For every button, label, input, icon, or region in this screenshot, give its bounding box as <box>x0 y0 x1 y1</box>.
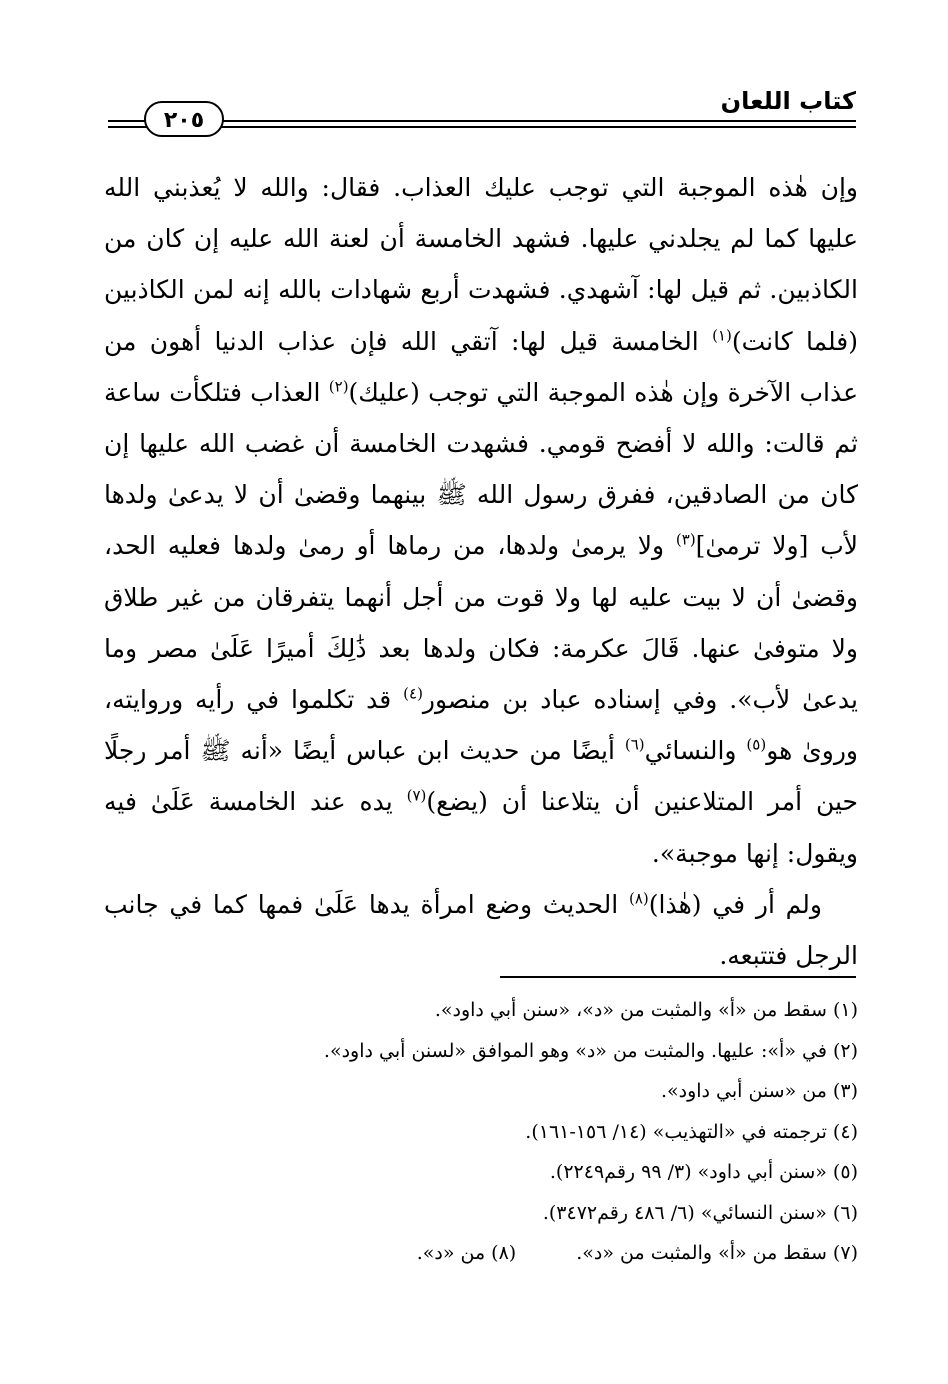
footnote-1: (١) سقط من «أ» والمثبت من «د»، «سنن أبي داود». <box>434 999 858 1021</box>
text-run: العذاب فتلكأت ساعة ثم قالت: والله لا أفضح قومي. فشهدت الخامسة أن غضب الله عليها إن كان من الصادقين، ففرق رسول الله ﷺ بينهما وقضىٰ أن لا يدعىٰ ولدها لأب [ولا ترمىٰ] <box>104 377 858 561</box>
text-run: والنسائي <box>644 736 747 766</box>
text-run: الحديث وضع امرأة يدها عَلَىٰ فمها كما في جانب الرجل فتتبعه. <box>104 889 858 971</box>
paragraph <box>104 162 858 879</box>
paragraph <box>104 879 858 981</box>
footnote-ref[interactable]: (١) <box>712 326 732 345</box>
footnote-ref[interactable]: (٧) <box>406 787 427 806</box>
text-run: ولم أر في (هٰذا) <box>648 889 822 919</box>
footnote-4: (٤) ترجمته في «التهذيب» (١٤/ ١٥٦-١٦١). <box>525 1120 858 1143</box>
text-run: يده عند الخامسة عَلَىٰ فيه ويقول: إنها موجبة». <box>104 787 858 868</box>
main-text <box>104 162 858 981</box>
footnote-7: (٧) سقط من «أ» والمثبت من «د». <box>576 1242 858 1264</box>
page-header <box>108 86 856 146</box>
footnote-5: (٥) «سنن أبي داود» (٣/ ٩٩ رقم٢٢٤٩). <box>549 1161 858 1183</box>
book-title: كتاب اللعان <box>720 87 856 115</box>
footnote-ref[interactable]: (٢) <box>328 377 349 396</box>
text-run: قد تكلموا في رأيه وروايته، وروىٰ هو <box>104 685 858 766</box>
footnote-ref[interactable]: (٦) <box>624 735 645 754</box>
footnote-6: (٦) «سنن النسائي» (٦/ ٤٨٦ رقم٣٤٧٢). <box>542 1201 858 1224</box>
footnote-3: (٣) من «سنن أبي داود». <box>660 1080 858 1102</box>
footnote-row-7-8 <box>104 1233 858 1274</box>
footnote-divider <box>500 976 856 978</box>
footnote-2: (٢) في «أ»: عليها. والمثبت من «د» وهو الموافق «لسنن أبي داود». <box>323 1039 858 1062</box>
footnote-ref[interactable]: (٣) <box>675 531 696 550</box>
footnote-ref[interactable]: (٥) <box>746 735 767 754</box>
text-run: الخامسة قيل لها: آتقي الله فإن عذاب الدنيا أهون من عذاب الآخرة وإن هٰذه الموجبة التي توجب (عليك) <box>104 326 858 407</box>
footnote-8: (٨) من «د». <box>416 1242 517 1264</box>
footnote-ref[interactable]: (٨) <box>628 889 649 908</box>
text-run: وإن هٰذه الموجبة التي توجب عليك العذاب. فقال: والله لا يُعذبني الله عليها كما لم يجلدني عليها. فشهد الخامسة أن لعنة الله عليه إن كان من الكاذبين. ثم قيل لها: آشهدي. فشهدت أربع شهادات بالله إنه لمن الكاذبين (فلما كانت) <box>104 173 859 356</box>
footnotes <box>104 990 858 1274</box>
text-run: ولا يرمىٰ ولدها، من رماها أو رمىٰ ولدها فعليه الحد، وقضىٰ أن لا بيت عليه لها ولا قوت من أجل أنهما يتفرقان من غير طلاق ولا متوفىٰ عنها. قَالَ عكرمة: فكان ولدها بعد ذَٰلِكَ أميرًا عَلَىٰ مصر وما يدعىٰ لأب». وفي إسناده عباد بن منصور <box>104 531 859 715</box>
footnote-ref[interactable]: (٤) <box>403 684 423 703</box>
text-run: أيضًا من حديث ابن عباس أيضًا «أنه ﷺ أمر رجلًا حين أمر المتلاعنين أن يتلاعنا أن (يضع) <box>104 736 858 817</box>
page-number-badge: ٢٠٥ <box>144 101 224 137</box>
